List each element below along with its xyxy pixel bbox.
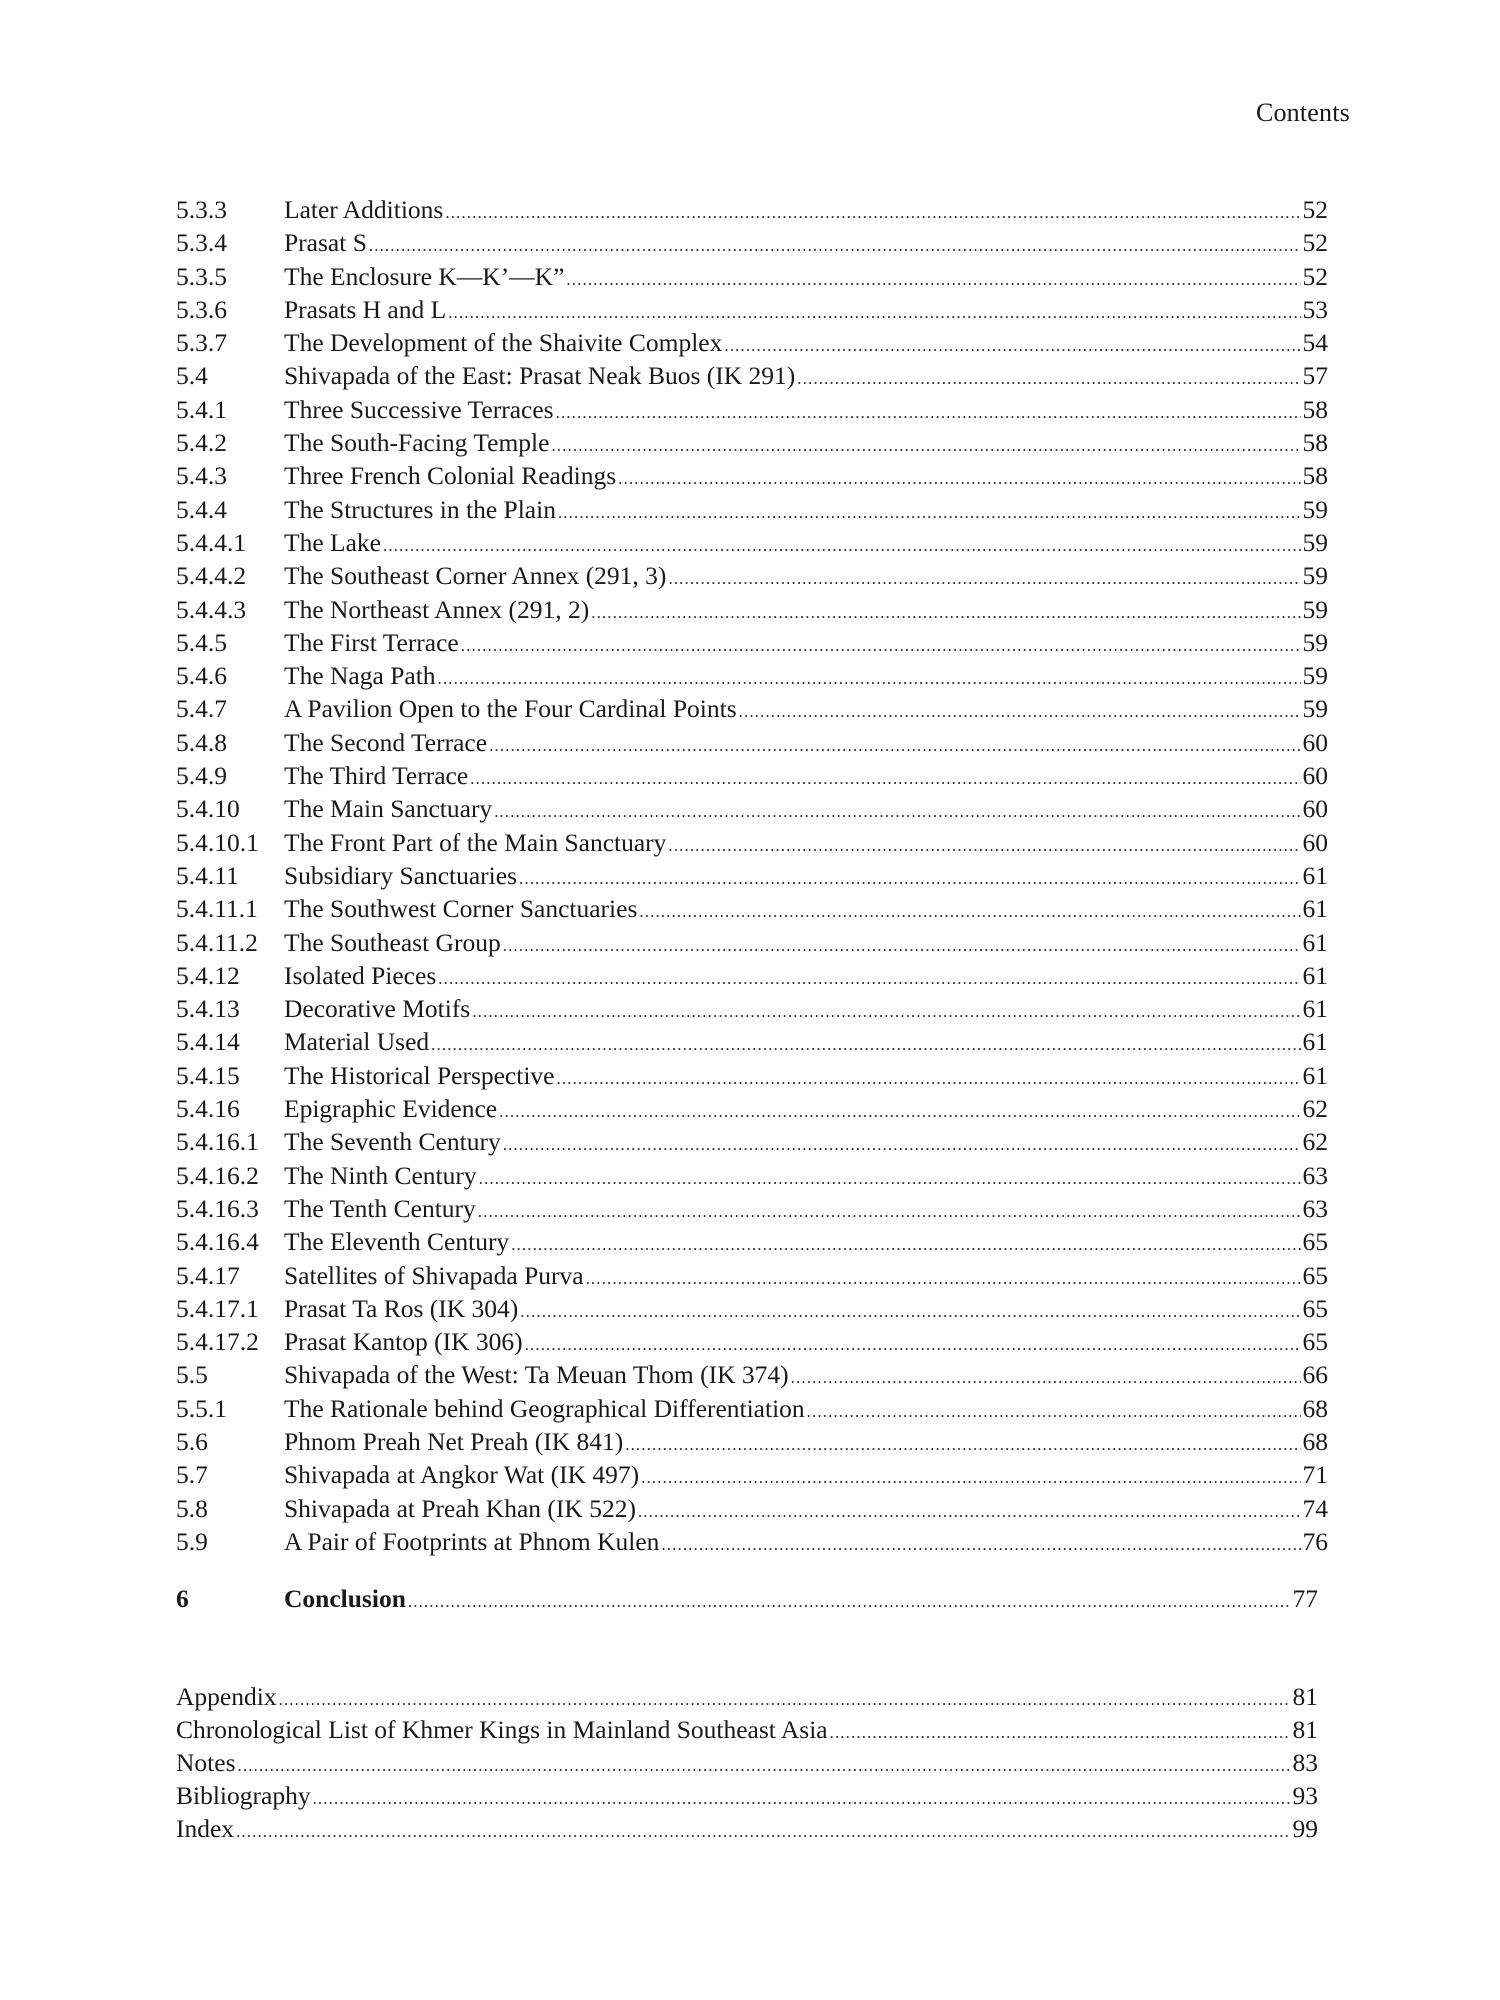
back-matter-entry[interactable] [176, 1746, 1318, 1779]
toc-entry[interactable] [176, 1259, 1328, 1292]
toc-entry-page: 61 [1302, 1060, 1328, 1090]
toc-leader-dots [807, 1395, 1301, 1428]
toc-leader-dots [558, 496, 1301, 529]
toc-entry-page: 59 [1302, 594, 1328, 624]
toc-entry[interactable] [176, 626, 1328, 659]
toc-entry-title: Phnom Preah Net Preah (IK 841) [284, 1426, 624, 1456]
toc-entry-page: 61 [1302, 927, 1328, 957]
toc-entry[interactable] [176, 1425, 1328, 1458]
toc-entry-number: 5.3.4 [176, 228, 227, 258]
toc-entry-number: 5.4.11.2 [176, 927, 258, 957]
toc-entry-number: 5.3.6 [176, 294, 227, 324]
toc-entry[interactable] [176, 659, 1328, 692]
toc-leader-dots [313, 1782, 1291, 1815]
toc-leader-dots [448, 296, 1300, 329]
toc-leader-dots [797, 362, 1300, 395]
toc-entry-title: The Front Part of the Main Sanctuary [284, 827, 667, 857]
toc-entry-page: 63 [1302, 1160, 1328, 1190]
toc-entry[interactable] [176, 1225, 1328, 1258]
toc-entry-page: 60 [1302, 727, 1328, 757]
toc-leader-dots [586, 1262, 1301, 1295]
toc-leader-dots [520, 1295, 1300, 1328]
toc-chapter-title: Conclusion [284, 1584, 406, 1613]
toc-leader-dots [438, 662, 1301, 695]
toc-entry-number: 5.4.13 [176, 994, 240, 1024]
toc-leader-dots [830, 1716, 1291, 1749]
back-matter-title: Appendix [176, 1682, 277, 1711]
toc-entry[interactable] [176, 1125, 1328, 1158]
toc-entry-title: The Southeast Corner Annex (291, 3) [284, 561, 667, 591]
toc-entry-page: 52 [1302, 261, 1328, 291]
toc-entry-title: Prasat Ta Ros (IK 304) [284, 1293, 519, 1323]
toc-entry-page: 57 [1302, 361, 1328, 391]
toc-entry-page: 62 [1302, 1127, 1328, 1157]
toc-entry-page: 52 [1302, 228, 1328, 258]
toc-entry[interactable] [176, 1358, 1328, 1391]
toc-entry-page: 61 [1302, 860, 1328, 890]
toc-entry[interactable] [176, 1192, 1328, 1225]
toc-entry-page: 52 [1302, 195, 1328, 224]
toc-entry-number: 5.4.16.3 [176, 1193, 259, 1223]
toc-entry-page: 63 [1302, 1193, 1328, 1223]
toc-leader-dots [383, 529, 1301, 562]
toc-entry[interactable] [176, 393, 1328, 426]
toc-entry-page: 58 [1302, 461, 1328, 491]
toc-leader-dots [461, 629, 1301, 662]
toc-entry[interactable] [176, 1025, 1328, 1058]
toc-leader-dots [369, 229, 1301, 262]
toc-entry-page: 61 [1302, 894, 1328, 924]
back-matter-page: 81 [1292, 1682, 1318, 1711]
toc-entry-page: 76 [1302, 1526, 1328, 1556]
toc-entry-title: Isolated Pieces [284, 960, 437, 990]
toc-entry-number: 5.4.12 [176, 960, 240, 990]
toc-entry-title: Prasats H and L [284, 294, 447, 324]
back-matter-title: Index [176, 1814, 235, 1843]
toc-entry-number: 5.4.10 [176, 794, 240, 824]
toc-entry-page: 60 [1302, 827, 1328, 857]
toc-leader-dots [618, 462, 1300, 495]
toc-entry[interactable] [176, 1325, 1328, 1358]
toc-entry[interactable] [176, 293, 1328, 326]
toc-entry[interactable] [176, 260, 1328, 293]
toc-entry-number: 5.3.3 [176, 195, 227, 224]
toc-leader-dots [551, 429, 1300, 462]
toc-leader-dots [499, 1095, 1300, 1128]
toc-entry-number: 5.4.3 [176, 461, 227, 491]
toc-entry[interactable] [176, 226, 1328, 259]
toc-leader-dots [503, 929, 1301, 962]
toc-leader-dots [668, 562, 1300, 595]
toc-back-matter [176, 1680, 1318, 1845]
toc-leader-dots [438, 962, 1300, 995]
back-matter-entry[interactable] [176, 1812, 1318, 1845]
toc-entry-page: 61 [1302, 994, 1328, 1024]
toc-entry-title: Decorative Motifs [284, 994, 471, 1024]
back-matter-page: 99 [1292, 1814, 1318, 1843]
toc-entry-title: The Enclosure K—K’—K” [284, 261, 565, 291]
toc-entry-title: A Pavilion Open to the Four Cardinal Points [284, 694, 737, 724]
toc-entry-number: 5.4.8 [176, 727, 227, 757]
toc-entry-number: 5.4.11.1 [176, 894, 258, 924]
back-matter-entry[interactable] [176, 1713, 1318, 1746]
toc-entry[interactable] [176, 459, 1328, 492]
toc-entry-number: 5.7 [176, 1460, 208, 1490]
toc-entry[interactable] [176, 892, 1328, 925]
toc-entry-page: 68 [1302, 1426, 1328, 1456]
toc-entry-title: Shivapada at Angkor Wat (IK 497) [284, 1460, 640, 1490]
toc-entry-title: Shivapada at Preah Khan (IK 522) [284, 1493, 636, 1523]
toc-entry[interactable] [176, 926, 1328, 959]
toc-leader-dots [494, 795, 1300, 828]
toc-leader-dots [557, 1062, 1301, 1095]
toc-entry-title: The Eleventh Century [284, 1227, 510, 1257]
toc-entry-page: 74 [1302, 1493, 1328, 1523]
toc-leader-dots [724, 329, 1300, 362]
back-matter-title: Bibliography [176, 1781, 311, 1810]
toc-entry-number: 5.4.4.1 [176, 527, 247, 557]
toc-entry-title: The Southeast Group [284, 927, 501, 957]
toc-leader-dots [408, 1585, 1291, 1618]
toc-entry-page: 61 [1302, 960, 1328, 990]
toc-entry-page: 65 [1302, 1293, 1328, 1323]
toc-entry-number: 5.4.9 [176, 761, 227, 791]
toc-entry-page: 58 [1302, 428, 1328, 458]
toc-entry-title: Three Successive Terraces [284, 394, 554, 424]
toc-entry-page: 59 [1302, 494, 1328, 524]
toc-entry-number: 5.4.10.1 [176, 827, 259, 857]
toc-leader-dots [625, 1428, 1300, 1461]
toc-leader-dots [566, 263, 1300, 296]
toc-leader-dots [489, 729, 1300, 762]
toc-entry-number: 5.4.5 [176, 627, 227, 657]
toc-entry-title: Satellites of Shivapada Purva [284, 1260, 584, 1290]
toc-entry-title: The Main Sanctuary [284, 794, 493, 824]
toc-entry-title: Prasat S [284, 228, 367, 258]
back-matter-entry[interactable] [176, 1779, 1318, 1812]
toc-entry-title: Three French Colonial Readings [284, 461, 617, 491]
toc-entry-page: 65 [1302, 1327, 1328, 1357]
toc-entry-title: The Tenth Century [284, 1193, 476, 1223]
toc-entry-title: The Seventh Century [284, 1127, 501, 1157]
back-matter-entry[interactable] [176, 1680, 1318, 1713]
toc-entry-title: The Northeast Annex (291, 2) [284, 594, 590, 624]
toc-entry-number: 5.4.17.1 [176, 1293, 259, 1323]
toc-entry-page: 68 [1302, 1393, 1328, 1423]
toc-entry-page: 60 [1302, 761, 1328, 791]
toc-entry-title: The Historical Perspective [284, 1060, 555, 1090]
toc-entry-title: Material Used [284, 1027, 430, 1057]
toc-leader-dots [445, 196, 1300, 229]
toc-leader-dots [479, 1162, 1301, 1195]
toc-entry[interactable] [176, 426, 1328, 459]
toc-leader-dots [511, 1228, 1300, 1261]
toc-entry[interactable] [176, 792, 1328, 825]
toc-leader-dots [739, 695, 1301, 728]
toc-entry-title: The Structures in the Plain [284, 494, 556, 524]
toc-leader-dots [668, 829, 1300, 862]
toc-entry[interactable] [176, 1092, 1328, 1125]
toc-entry-page: 60 [1302, 794, 1328, 824]
toc-entry-page: 53 [1302, 294, 1328, 324]
toc-entry-title: Later Additions [284, 195, 444, 224]
toc-entry-number: 5.3.7 [176, 328, 227, 358]
toc-entry-title: The Southwest Corner Sanctuaries [284, 894, 638, 924]
toc-entry[interactable] [176, 593, 1328, 626]
toc-entry-page: 59 [1302, 661, 1328, 691]
toc-entry-number: 5.5.1 [176, 1393, 227, 1423]
toc-entry-page: 66 [1302, 1360, 1328, 1390]
toc-leader-dots [472, 995, 1300, 1028]
toc-section-list [176, 193, 1328, 1558]
toc-entry-number: 5.4.7 [176, 694, 227, 724]
toc-entry-number: 5.4.14 [176, 1027, 240, 1057]
toc-leader-dots [641, 1461, 1300, 1494]
toc-entry-number: 5.3.5 [176, 261, 227, 291]
toc-entry-title: Epigraphic Evidence [284, 1094, 498, 1124]
toc-entry-number: 5.8 [176, 1493, 208, 1523]
toc-leader-dots [519, 862, 1301, 895]
toc-entry-number: 5.4.15 [176, 1060, 240, 1090]
toc-entry[interactable] [176, 559, 1328, 592]
toc-entry[interactable] [176, 1525, 1328, 1558]
back-matter-title: Chronological List of Khmer Kings in Mainland Southeast Asia [176, 1715, 828, 1744]
toc-entry[interactable] [176, 726, 1328, 759]
toc-leader-dots [591, 596, 1300, 629]
toc-entry-title: The Rationale behind Geographical Differentiation [284, 1393, 805, 1423]
toc-entry[interactable] [176, 826, 1328, 859]
toc-entry-page: 71 [1302, 1460, 1328, 1490]
toc-entry-number: 5.4.16 [176, 1094, 240, 1124]
toc-entry[interactable] [176, 1392, 1328, 1425]
toc-entry-page: 59 [1302, 694, 1328, 724]
toc-entry-title: The Development of the Shaivite Complex [284, 328, 723, 358]
toc-entry[interactable] [176, 759, 1328, 792]
toc-leader-dots [478, 1195, 1301, 1228]
toc-entry[interactable] [176, 493, 1328, 526]
toc-entry-title: Shivapada of the West: Ta Meuan Thom (IK 374) [284, 1360, 789, 1390]
toc-entry-number: 5.4.17 [176, 1260, 240, 1290]
toc-entry-number: 5.4.16.4 [176, 1227, 259, 1257]
toc-entry-title: The Second Terrace [284, 727, 488, 757]
toc-entry[interactable] [176, 859, 1328, 892]
toc-entry-page: 59 [1302, 527, 1328, 557]
toc-entry-number: 5.4.4 [176, 494, 227, 524]
toc-entry[interactable] [176, 1458, 1328, 1491]
toc-entry-title: A Pair of Footprints at Phnom Kulen [284, 1526, 660, 1556]
toc-entry-title: The South-Facing Temple [284, 428, 550, 458]
toc-leader-dots [661, 1528, 1300, 1561]
toc-leader-dots [431, 1028, 1300, 1061]
toc-entry-title: Prasat Kantop (IK 306) [284, 1327, 523, 1357]
toc-entry[interactable] [176, 1492, 1328, 1525]
back-matter-title: Notes [176, 1748, 236, 1777]
toc-entry-number: 5.4.11 [176, 860, 239, 890]
toc-entry[interactable] [176, 526, 1328, 559]
toc-entry-number: 5.6 [176, 1426, 208, 1456]
toc-entry-number: 5.4.4.3 [176, 594, 247, 624]
toc-entry-title: The Naga Path [284, 661, 436, 691]
toc-chapter-entry[interactable] [176, 1582, 1318, 1615]
toc-entry-page: 65 [1302, 1227, 1328, 1257]
toc-entry-page: 62 [1302, 1094, 1328, 1124]
back-matter-page: 81 [1292, 1715, 1318, 1744]
toc-leader-dots [238, 1749, 1291, 1782]
toc-entry-number: 5.4.2 [176, 428, 227, 458]
toc-entry-page: 54 [1302, 328, 1328, 358]
toc-entry-title: The Lake [284, 527, 381, 557]
toc-entry-number: 5.4.1 [176, 394, 227, 424]
toc-entry-title: Shivapada of the East: Prasat Neak Buos (IK 291) [284, 361, 796, 391]
back-matter-page: 93 [1292, 1781, 1318, 1810]
toc-entry[interactable] [176, 992, 1328, 1025]
toc-entry[interactable] [176, 1059, 1328, 1092]
back-matter-page: 83 [1292, 1748, 1318, 1777]
toc-entry[interactable] [176, 193, 1328, 226]
toc-leader-dots [236, 1815, 1290, 1848]
toc-entry-page: 58 [1302, 394, 1328, 424]
toc-entry-title: Subsidiary Sanctuaries [284, 860, 517, 890]
toc-entry[interactable] [176, 1159, 1328, 1192]
toc-entry-page: 65 [1302, 1260, 1328, 1290]
toc-leader-dots [556, 396, 1301, 429]
toc-entry-number: 5.4.4.2 [176, 561, 247, 591]
toc-entry-number: 5.9 [176, 1526, 208, 1556]
toc-chapter-number: 6 [176, 1584, 189, 1613]
toc-leader-dots [279, 1683, 1291, 1716]
toc-entry[interactable] [176, 326, 1328, 359]
toc-chapter-block [176, 1582, 1318, 1615]
toc-entry[interactable] [176, 1292, 1328, 1325]
toc-entry-title: The Ninth Century [284, 1160, 477, 1190]
toc-leader-dots [503, 1128, 1301, 1161]
toc-entry-number: 5.4.17.2 [176, 1327, 259, 1357]
toc-leader-dots [791, 1361, 1301, 1394]
toc-leader-dots [470, 762, 1300, 795]
toc-entry-page: 59 [1302, 561, 1328, 591]
toc-chapter-page: 77 [1292, 1584, 1318, 1613]
toc-entry[interactable] [176, 959, 1328, 992]
toc-entry-page: 59 [1302, 627, 1328, 657]
toc-entry-number: 5.4 [176, 361, 208, 391]
running-head: Contents [1255, 98, 1350, 127]
toc-entry-number: 5.4.16.1 [176, 1127, 259, 1157]
toc-leader-dots [525, 1328, 1301, 1361]
toc-entry-page: 61 [1302, 1027, 1328, 1057]
toc-entry[interactable] [176, 692, 1328, 725]
toc-entry-number: 5.5 [176, 1360, 208, 1390]
toc-entry-number: 5.4.16.2 [176, 1160, 259, 1190]
toc-entry-title: The Third Terrace [284, 761, 469, 791]
toc-entry-title: The First Terrace [284, 627, 459, 657]
toc-entry[interactable] [176, 359, 1328, 392]
toc-leader-dots [639, 895, 1300, 928]
toc-entry-number: 5.4.6 [176, 661, 227, 691]
toc-leader-dots [638, 1495, 1301, 1528]
